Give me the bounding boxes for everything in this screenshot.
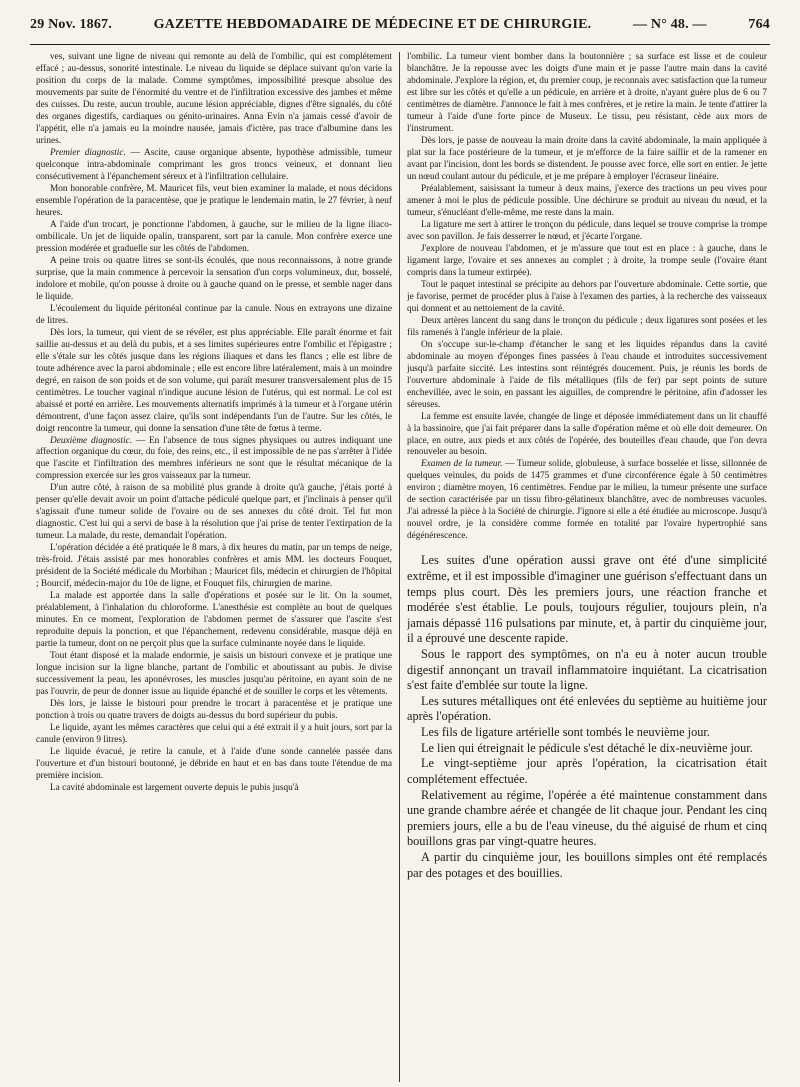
paragraph — [36, 220, 392, 256]
paragraph-text: Mon honorable confrère, M. Mauricet fils, veut bien examiner la malade, et nous décidons ensemble l'opération de la paracentèse, que je pratique le lendemain matin, le 27 février, à neuf heures. — [36, 183, 392, 218]
paragraph-text: La femme est ensuite lavée, changée de linge et déposée immédiatement dans un lit chauffé à la bassinoire, que j'ai fait préparer dans la salle d'opération même et où elle doit demeurer. On place, en outre, aux pieds et aux côtés de l'opérée, des bouteilles d'eau chaude, que l'on devra renouveler au besoin. — [407, 411, 767, 458]
paragraph-large: Le lien qui étreignait le pédicule s'est détaché le dix-neuvième jour. — [421, 740, 753, 755]
paragraph — [36, 699, 392, 723]
paragraph-lead: Deuxième diagnostic. — [50, 435, 133, 446]
header-rule — [30, 44, 770, 45]
column-divider — [399, 52, 400, 1082]
paragraph-text: On s'occupe sur-le-champ d'étancher le sang et les liquides répandus dans la cavité abdominale au moyen d'éponges fines passées à l'eau chaude et introduites successivement jusqu'à parfaite siccité. Les intestins sont réintégrés doucement. Puis, je réunis les bords de l'ouverture abdominale à l'aide de fils métalliques (fils de fer) par sept points de suture enchevillée, avec le soin, en passant les aiguilles, de comprendre le péritoine, afin d'adosser les séreuses. — [407, 339, 767, 410]
paragraph-text: Le liquide évacué, je retire la canule, et à l'aide d'une sonde cannelée passée dans l'ouverture et d'un bistouri boutonné, je débride en haut et en bas dans toute l'étendue de ma première incision. — [36, 747, 392, 782]
paragraph-text: J'explore de nouveau l'abdomen, et je m'assure que tout est en place : à gauche, dans le ligament large, l'ovaire et ses annexes au complet ; à droite, la trompe seule (l'ovaire étant compris dans la tumeur extirpée). — [407, 243, 767, 278]
paragraph — [36, 483, 392, 543]
paragraph — [407, 412, 767, 460]
paragraph-large: Le vingt-septième jour après l'opération, la cicatrisation était complétement effectuée. — [407, 756, 767, 786]
paragraph — [407, 52, 767, 136]
left-column — [36, 52, 392, 1082]
paragraph-text: Dès lors, la tumeur, qui vient de se révéler, est plus appréciable. Elle paraît énorme et fait saillie au-dessus et au delà du pubis, et a ses limites supérieures entre l'ombilic et l'épigastre ; elle s'étale sur les côtés jusque dans les régions iliaques et dans les flancs ; elle est libre de toute adhérence avec la paroi abdominale ; elle est encore libre latéralement, mais à un moindre degré, en raison de son poids et de son volume, qui paraît mesurer transversalement plus de 15 centimètres. Le toucher vaginal n'indique aucune lésion de l'utérus, qui est normal. Le col est abaissé et porté en arrière. Les mouvements alternatifs imprimés à la tumeur et à l'organe utérin démontrent, d'une façon assez claire, qu'ils sont indépendants l'un de l'autre. Sur les côtés, le doigt rencontre la tumeur, qui donne la sensation d'une tête de fœtus à terme. — [36, 327, 392, 434]
paragraph — [36, 651, 392, 699]
running-header — [30, 8, 770, 42]
paragraph — [407, 316, 767, 340]
paragraph-text: A peine trois ou quatre litres se sont-ils écoulés, que nous reconnaissons, à notre grande surprise, que la main commence à percevoir la sensation d'un corps volumineux, dur, bosselé, indolore et mobile, qu'on pousse à droite ou à gauche quand on le presse, et semble nager dans le liquide. — [36, 255, 392, 302]
paragraph — [36, 148, 392, 184]
paragraph-text: A l'aide d'un trocart, je ponctionne l'abdomen, à gauche, sur le milieu de la ligne iliaco-ombilicale. Un jet de liquide opalin, transparent, sort par la canule. Mon confrère exerce une pression modérée et graduelle sur les côtés de l'abdomen. — [36, 219, 392, 254]
paragraph-text: Dès lors, je laisse le bistouri pour prendre le trocart à paracentèse et je pratique une ponction à trois ou quatre travers de doigts au-dessus du bord supérieur du pubis. — [36, 699, 392, 722]
header-date: 29 Nov. 1867. — [30, 17, 112, 32]
paragraph-text: La cavité abdominale est largement ouverte depuis le pubis jusqu'à — [50, 783, 299, 794]
paragraph — [36, 723, 392, 747]
paragraph-text: l'ombilic. La tumeur vient bomber dans la boutonnière ; sa surface est lisse et de couleur blanchâtre. Je la repousse avec les doigts d'une main et je passe l'autre main dans la cavité abdominale. J'explore la région, et, du premier coup, je reconnais avec satisfaction que la tumeur est libre sur les côtés et qu'elle a un pédicule, en arrière et à droite, n'ayant guère plus de 6 ou 7 centimètres de diamètre. J'annonce le fait à mes confrères, et je retire la main. Je tente d'attirer la tumeur à l'aide d'une forte pince de Museux. Le tissu, peu résistant, cède aux mors de l'instrument. — [407, 52, 767, 134]
paragraph — [407, 459, 767, 543]
paragraph-text: La ligature me sert à attirer le tronçon du pédicule, dans lequel se trouve comprise la trompe avec son pavillon. Je fais desserrer le nœud, et j'écarte l'organe. — [407, 219, 767, 242]
paragraph-large: Les sutures métalliques ont été enlevées du septième au huitième jour après l'opération. — [407, 693, 767, 724]
paragraph-large: Les suites d'une opération aussi grave ont été d'une simplicité extrême, et il est impossible d'imaginer une guérison s'effectuant dans un temps plus court. Dès les premiers jours, une réaction franche et modérée s'est établie. Le pouls, toujours régulier, toujours plein, n'a jamais dépassé 116 pulsations par minute, et, à partir du cinquième jour, il a éprouvé une descente rapide. — [407, 553, 767, 646]
paragraph-text: Préalablement, saisissant la tumeur à deux mains, j'exerce des tractions un peu vives pour amener à moi le plus de pédicule possible. Une déchirure se produit au niveau du nœud, et la tumeur, s'énucléant d'elle-même, me reste dans la main. — [407, 183, 767, 218]
paragraph-text: — Ascite, cause organique absente, hypothèse admissible, tumeur quelconque intra-abdominale comprimant les gros troncs veineux, et donnant lieu consécutivement à l'épanchement séreux et à l'infiltration cellulaire. — [36, 147, 392, 182]
paragraph-text: — Tumeur solide, globuleuse, à surface bosselée et lisse, sillonnée de quelques veinules, du poids de 1475 grammes et d'une circonférence égale à 50 centimètres environ ; diamètre moyen, 16 centimètres. Fendue par le milieu, la tumeur présente une surface de section caractérisée par un tissu fibro-gélatineux blanchâtre, avec de nombreuses vacuoles. J'ai adressé la pièce à la Société de chirurgie. J'ignore si elle a été étudiée au microscope. Jusqu'à nouvel ordre, je la considère comme formée en totalité par l'ovaire hypertrophié sans dégénérescence. — [407, 459, 767, 542]
paragraph — [36, 304, 392, 328]
header-journal-title: GAZETTE HEBDOMADAIRE DE MÉDECINE ET DE CHIRURGIE. — [153, 17, 592, 32]
paragraph — [407, 280, 767, 316]
paragraph — [36, 747, 392, 783]
paragraph-text: Tout étant disposé et la malade endormie, je saisis un bistouri convexe et je pratique une longue incision sur la ligne blanche, partant de l'ombilic et aboutissant au pubis. Je divise successivement la peau, les aponévroses, les muscles jusqu'au péritoine, en ayant soin de ne pas l'ouvrir, de peur de donner issue au liquide épanché et de souiller le corps et les vêtements. — [36, 651, 392, 698]
paragraph-large: Les fils de ligature artérielle sont tombés le neuvième jour. — [421, 725, 710, 740]
paragraph — [407, 136, 767, 184]
paragraph-text: Le liquide, ayant les mêmes caractères que celui qui a été extrait il y a huit jours, sort par la canule (environ 9 litres). — [36, 723, 392, 746]
paragraph-text: — En l'absence de tous signes physiques ou autres indiquant une affection organique du cœur, du foie, des reins, etc., il est impossible de ne pas s'arrêter à l'idée que l'ascite et l'infiltration des membres inférieurs ne sont que le résultat mécanique de la compression exercée sur les gros vaisseaux par la tumeur. — [36, 435, 392, 482]
right-column — [407, 52, 767, 1082]
paragraph-text: D'un autre côté, à raison de sa mobilité plus grande à droite qu'à gauche, j'étais porté à penser qu'elle devait avoir un point d'attache pédiculé quelque part, et j'inclinais à penser qu'il s'agissait d'une tumeur solide de l'ovaire ou de ses annexes du côté droit. Tel fut mon diagnostic. C'est lui qui a servi de base à la résolution que j'ai prise de tenter l'extirpation de la tumeur. La malade, du reste, demandait l'opération. — [36, 483, 392, 542]
paragraph — [36, 328, 392, 436]
paragraph-large: Sous le rapport des symptômes, on n'a eu à noter aucun trouble digestif annonçant un travail inflammatoire inquiétant. La cicatrisation s'est faite d'emblée sur toute la ligne. — [407, 647, 767, 693]
paragraph-text: Deux artères lancent du sang dans le tronçon du pédicule ; deux ligatures sont posées et les fils ramenés à l'angle inférieur de la plaie. — [407, 315, 767, 338]
paragraph — [407, 184, 767, 220]
paragraph-text: ves, suivant une ligne de niveau qui remonte au delà de l'ombilic, qui est complétement effacé ; au-dessus, sonorité intestinale. Le niveau du liquide se déplace suivant qu'on varie la position du corps de la malade. Comme symptômes, impossibilité presque absolue des mouvements par suite de l'énormité du ventre et de l'infiltration excessive des jambes et même des cuisses. Du reste, aucun trouble, aucune lésion appréciable, dignes d'être signalés, du côté des organes digestifs, cardiaques ou génito-urinaires. Anna Evin n'a jamais cessé d'avoir de l'appétit, elle n'a jamais eu la moindre nausée, jamais d'ictère, pas trace d'albumine dans les urines. — [36, 52, 392, 146]
paragraph — [36, 256, 392, 304]
paragraph — [36, 52, 392, 148]
paragraph — [36, 783, 392, 795]
paragraph — [36, 591, 392, 651]
paragraph — [407, 340, 767, 412]
paragraph — [407, 244, 767, 280]
paragraph-large: A partir du cinquième jour, les bouillons simples ont été remplacés par des potages et des bouillies. — [407, 849, 767, 880]
paragraph — [36, 436, 392, 484]
paragraph-text: L'écoulement du liquide péritonéal continue par la canule. Nous en extrayons une dizaine de litres. — [36, 303, 392, 326]
paragraph — [407, 220, 767, 244]
header-issue-number: — N° 48. — — [633, 17, 707, 32]
paragraph-text: La malade est apportée dans la salle d'opérations et posée sur le lit. On la soumet, préalablement, à l'inhalation du chloroforme. L'anesthésie est complète au bout de quelques minutes. En ce moment, l'exploration de l'abdomen permet de s'assurer que l'ascite s'est reproduite depuis la ponction, et que l'épanchement, redevenu considérable, masque déjà en partie la tumeur, dont on ne perçoit plus que la surface culminante noyée dans le liquide. — [36, 591, 392, 650]
paragraph — [36, 543, 392, 591]
header-page-number: 764 — [748, 17, 770, 32]
paragraph-large: Relativement au régime, l'opérée a été maintenue constamment dans une grande chambre aérée et changée de lit chaque jour. Pendant les cinq premiers jours, elle a bu de l'eau vineuse, du thé aiguisé de rhum et cinq bouillons gras par vingt-quatre heures. — [407, 787, 767, 849]
paragraph-lead: Examen de la tumeur. — [421, 459, 503, 470]
paragraph-text: Dès lors, je passe de nouveau la main droite dans la cavité abdominale, la main appliquée à plat sur la face postérieure de la tumeur, et je m'efforce de la faire saillir et de la ramener en avant par l'incision, dont les bords se distendent. Je pousse avec force, elle sort en entier. Je jette un nœud coulant autour du pédicule, et je me prépare à employer l'écraseur linéaire. — [407, 135, 767, 182]
paragraph-text: Tout le paquet intestinal se précipite au dehors par l'ouverture abdominale. Cette sortie, que je favorise, permet de procéder plus à l'aise à l'examen des parties, à la recherche des vaisseaux qui donnent et au nettoiement de la cavité. — [407, 279, 767, 314]
paragraph-lead: Premier diagnostic. — [50, 147, 126, 158]
paragraph — [36, 184, 392, 220]
paragraph-text: L'opération décidée a été pratiquée le 8 mars, à dix heures du matin, par un temps de neige, très-froid. J'étais assisté par mes honorables confrères et amis MM. les docteurs Fouquet, président de la Société médicale du Morbihan ; Mauricet fils, médecin et chirurgien de l'hôpital ; Bourcif, médecin-major du 10e de ligne, et Fouquet fils, chirurgien de marine. — [36, 543, 392, 590]
